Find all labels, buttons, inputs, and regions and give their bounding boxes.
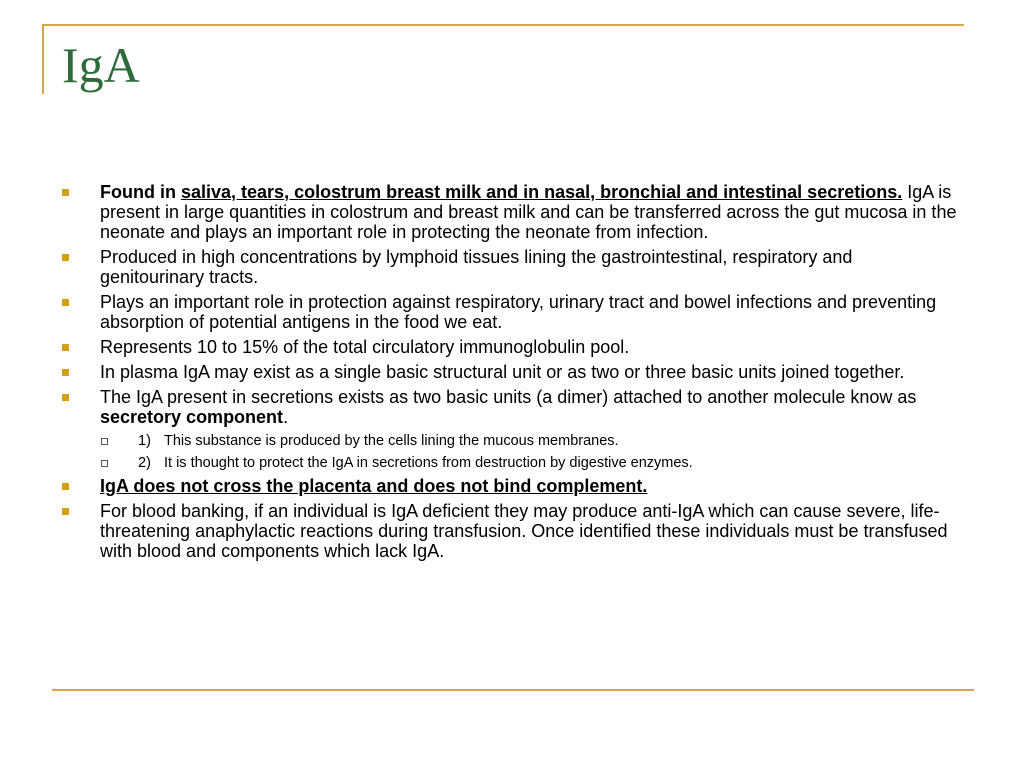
bullet-item <box>60 247 960 287</box>
square-bullet-icon <box>62 369 69 376</box>
square-bullet-icon <box>62 508 69 515</box>
bullet-list-continued <box>60 476 960 561</box>
sub-bullet-list <box>60 432 960 472</box>
square-bullet-icon <box>62 344 69 351</box>
bottom-border-line <box>52 689 974 691</box>
sub-bullet-text: This substance is produced by the cells lining the mucous membranes. <box>164 433 619 449</box>
sub-bullet-item <box>100 454 960 472</box>
top-border-line <box>42 24 964 26</box>
square-bullet-icon <box>62 254 69 261</box>
bullet-underlined-text: saliva, tears, colostrum breast milk and in nasal, bronchial and intestinal secretions. <box>180 182 903 202</box>
bullet-item <box>60 337 960 357</box>
bullet-item <box>60 476 960 496</box>
sub-bullet-text: It is thought to protect the IgA in secretions from destruction by digestive enzymes. <box>164 455 693 471</box>
bullet-item <box>60 387 960 427</box>
bullet-text: In plasma IgA may exist as a single basic structural unit or as two or three basic units joined together. <box>100 362 905 382</box>
sub-bullet-number: 2) <box>138 455 151 471</box>
hollow-square-bullet-icon <box>101 438 108 445</box>
square-bullet-icon <box>62 189 69 196</box>
bullet-underlined-text: IgA does not cross the placenta and does not bind complement. <box>100 476 648 496</box>
bullet-text: The IgA present in secretions exists as two basic units (a dimer) attached to another molecule know as <box>100 387 917 407</box>
sub-bullet-number: 1) <box>138 433 151 449</box>
sub-bullet-item <box>100 432 960 450</box>
slide-content <box>60 182 960 566</box>
left-border-line <box>42 24 44 94</box>
bullet-item <box>60 292 960 332</box>
hollow-square-bullet-icon <box>101 460 108 467</box>
bullet-item <box>60 182 960 242</box>
bullet-text: For blood banking, if an individual is IgA deficient they may produce anti-IgA which can cause severe, life-threatening anaphylactic reactions during transfusion. Once identified these individuals must be transfused with blood and components which lack IgA. <box>100 501 948 561</box>
slide-title: IgA <box>62 37 140 93</box>
bullet-text: IgA is present in large quantities in colostrum and breast milk and can be transferred across the gut mucosa in the neonate and plays an important role in protecting the neonate from infection. <box>100 182 957 242</box>
bullet-text: Produced in high concentrations by lymphoid tissues lining the gastrointestinal, respiratory and genitourinary tracts. <box>100 247 853 287</box>
square-bullet-icon <box>62 394 69 401</box>
bullet-item <box>60 501 960 561</box>
bullet-list <box>60 182 960 427</box>
square-bullet-icon <box>62 483 69 490</box>
bullet-bold-term: secretory component <box>100 407 284 427</box>
bullet-text: Plays an important role in protection against respiratory, urinary tract and bowel infections and preventing absorption of potential antigens in the food we eat. <box>100 292 937 332</box>
bullet-text: Represents 10 to 15% of the total circulatory immunoglobulin pool. <box>100 337 630 357</box>
bullet-text-end: . <box>283 407 289 427</box>
bullet-lead: Found in <box>100 182 181 202</box>
bullet-item <box>60 362 960 382</box>
square-bullet-icon <box>62 299 69 306</box>
